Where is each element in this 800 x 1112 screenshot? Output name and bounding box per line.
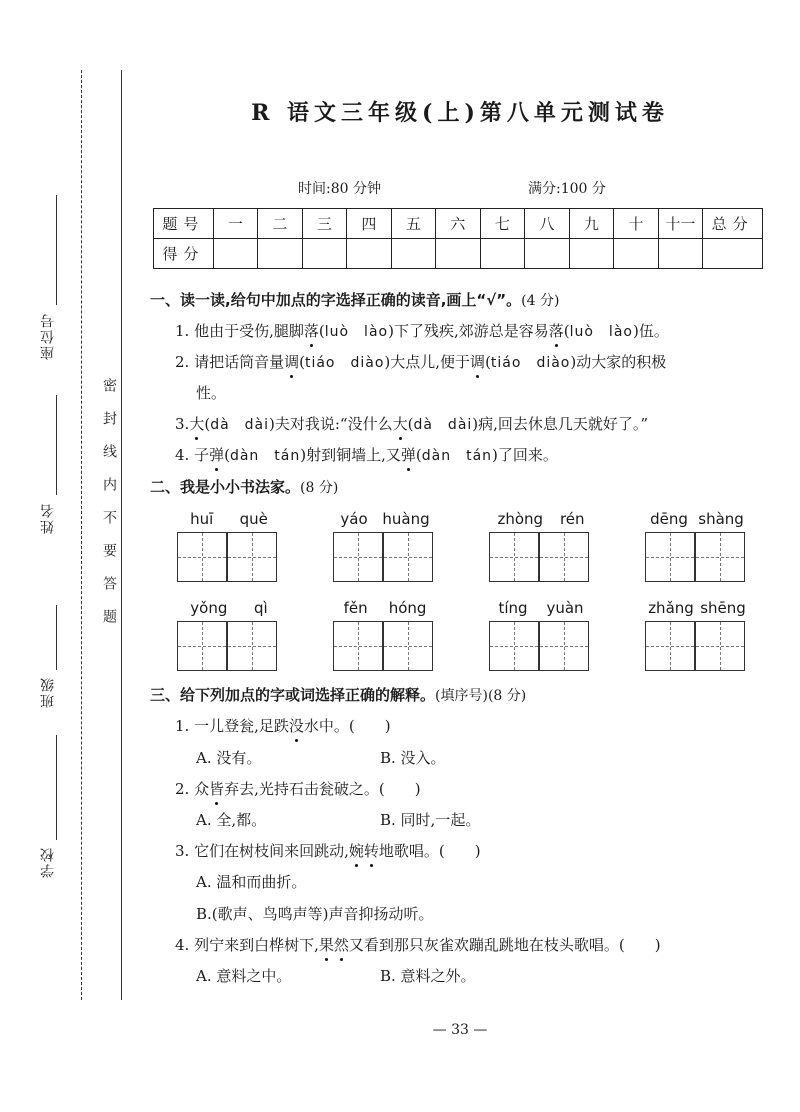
score-header-cell: 十一 <box>658 209 703 239</box>
q-text: 3. 它们在树枝间来回跳动, <box>175 842 349 860</box>
pinyin: qì <box>253 599 268 617</box>
tian-grid-box[interactable] <box>177 532 227 582</box>
q-text: ( <box>563 322 570 340</box>
question-3-1 <box>175 715 391 736</box>
option-3-1-b: B. 没入。 <box>380 749 446 767</box>
q-text: ( <box>415 446 422 464</box>
q-text: 4. 子 <box>175 446 210 464</box>
section-3-title: 三、给下列加点的字或词选择正确的解释。 <box>150 686 436 704</box>
pinyin-choice[interactable]: dà dài <box>413 417 473 433</box>
group-pinyin <box>489 510 593 528</box>
score-cell[interactable] <box>658 239 703 269</box>
score-header-cell: 九 <box>569 209 614 239</box>
tian-grid-box[interactable] <box>383 621 433 671</box>
dotted-char: 调 <box>284 353 300 371</box>
group-pinyin <box>177 510 281 528</box>
q-text: )射到铜墙上,又 <box>300 446 401 464</box>
tian-grid-box[interactable] <box>695 621 745 671</box>
tian-grid-box[interactable] <box>177 621 227 671</box>
q-text: 3. <box>175 415 190 433</box>
q-text: )大点儿,便于 <box>384 353 471 371</box>
score-cell[interactable] <box>391 239 436 269</box>
dotted-char: 落 <box>548 322 564 340</box>
dotted-char: 婉 <box>348 842 364 860</box>
tian-grid-box[interactable] <box>227 621 277 671</box>
score-header-cell: 一 <box>213 209 258 239</box>
score-value-row <box>154 239 763 269</box>
pinyin: shàng <box>698 510 744 528</box>
option-3-4-a: A. 意料之中。 <box>196 967 292 985</box>
q-text[interactable]: 又看到那只灰雀欢蹦乱跳地在枝头歌唱。( ) <box>348 936 661 954</box>
pinyin: tíng <box>498 599 528 617</box>
dotted-char: 弹 <box>400 446 416 464</box>
group-pinyin <box>177 599 281 617</box>
score-header-cell: 十 <box>614 209 659 239</box>
q-text: 1. 他由于受伤,腿脚 <box>175 322 304 340</box>
binding-dashed-line <box>81 70 82 1000</box>
option-3-3-a: A. 温和而曲折。 <box>196 873 307 891</box>
question-1-3 <box>175 413 648 434</box>
group-pinyin <box>645 510 749 528</box>
q-text: ( <box>299 353 305 371</box>
pinyin: zhòng <box>497 510 544 528</box>
tian-grid-box[interactable] <box>695 532 745 582</box>
seat-label: 座位号 <box>40 312 56 360</box>
exam-full-score: 满分:100 分 <box>528 181 606 197</box>
school-field[interactable] <box>56 735 57 840</box>
class-field[interactable] <box>56 605 57 670</box>
pinyin-choice[interactable]: tiáo diào <box>304 355 385 371</box>
pinyin: huī <box>190 510 214 528</box>
score-cell[interactable] <box>347 239 392 269</box>
dotted-char: 调 <box>470 353 486 371</box>
question-1-2-cont: 性。 <box>196 384 227 402</box>
section-3-heading <box>150 684 526 705</box>
pinyin: dēng <box>650 510 688 528</box>
question-1-2 <box>175 351 666 372</box>
score-header-row <box>154 209 763 239</box>
score-cell[interactable] <box>703 239 763 269</box>
option-3-4-b: B. 意料之外。 <box>380 967 476 985</box>
tian-grid-box[interactable] <box>645 621 695 671</box>
pinyin: huàng <box>382 510 430 528</box>
pinyin: zhǎng <box>648 599 694 617</box>
q-text: )动大家的积极 <box>570 353 667 371</box>
option-3-2-b: B. 同时,一起。 <box>380 811 481 829</box>
pinyin-choice[interactable]: dàn tán <box>421 448 493 464</box>
score-cell[interactable] <box>569 239 614 269</box>
score-cell[interactable] <box>480 239 525 269</box>
score-table <box>153 208 763 269</box>
group-pinyin <box>333 599 437 617</box>
section-2-heading <box>150 476 338 497</box>
group-pinyin <box>333 510 437 528</box>
tian-grid-box[interactable] <box>539 532 589 582</box>
pinyin: shēng <box>700 599 746 617</box>
q-text[interactable]: 水中。( ) <box>303 717 391 735</box>
q-text: 1. 一儿登瓮,足跌 <box>175 717 289 735</box>
question-1-1 <box>175 320 669 341</box>
score-header-cell: 题号 <box>154 209 214 239</box>
dotted-char: 然 <box>333 936 349 954</box>
seat-field[interactable] <box>56 195 57 305</box>
q-text: )了回来。 <box>492 446 558 464</box>
question-3-2 <box>175 778 421 799</box>
option-3-3-b: B.(歌声、鸟鸣声等)声音抑扬动听。 <box>196 905 434 923</box>
q-text: 2. 请把话筒音量 <box>175 353 285 371</box>
q-text[interactable]: 弃去,光持石击瓮破之。( ) <box>224 780 421 798</box>
name-label: 姓名 <box>40 502 56 534</box>
option-3-1-a: A. 没有。 <box>196 749 262 767</box>
option-3-2-a: A. 全,都。 <box>196 811 267 829</box>
score-header-cell: 七 <box>480 209 525 239</box>
score-header-cell: 五 <box>391 209 436 239</box>
score-cell[interactable] <box>525 239 570 269</box>
score-header-cell: 三 <box>302 209 347 239</box>
pinyin: hóng <box>388 599 427 617</box>
tian-grid-box[interactable] <box>383 532 433 582</box>
tian-grid-box[interactable] <box>489 532 539 582</box>
dotted-char: 大 <box>392 415 408 433</box>
section-1-title: 一、读一读,给句中加点的字选择正确的读音,画上“√”。 <box>150 291 522 309</box>
score-cell[interactable] <box>302 239 347 269</box>
score-header-cell: 四 <box>347 209 392 239</box>
q-text: )病,回去休息几天就好了。” <box>472 415 649 433</box>
seal-warning: 密封线内不要答题 <box>101 378 117 642</box>
dotted-char: 没 <box>288 717 304 735</box>
q-text: )伍。 <box>632 322 669 340</box>
section-1-heading <box>150 289 559 310</box>
dotted-char: 弹 <box>209 446 225 464</box>
pinyin-choice[interactable]: luò lào <box>324 324 389 340</box>
school-label: 学校 <box>40 846 56 878</box>
group-pinyin <box>489 599 593 617</box>
tian-grid-box[interactable] <box>333 621 383 671</box>
score-header-cell: 六 <box>436 209 481 239</box>
q-text: )夫对我说:“没什么 <box>269 415 393 433</box>
section-2-points: (8 分) <box>300 480 339 496</box>
tian-grid-box[interactable] <box>645 532 695 582</box>
score-header-cell: 总分 <box>703 209 763 239</box>
question-3-3 <box>175 840 481 861</box>
section-3-points: (填序号)(8 分) <box>435 688 527 704</box>
exam-title: R 语文三年级(上)第八单元测试卷 <box>251 100 669 126</box>
pinyin: yuàn <box>546 599 584 617</box>
dotted-char: 大 <box>189 415 205 433</box>
q-text: )下了残疾,郊游总是容易 <box>388 322 549 340</box>
question-1-4 <box>175 444 558 465</box>
tian-grid-box[interactable] <box>333 532 383 582</box>
q-text: ( <box>204 415 211 433</box>
score-cell[interactable] <box>258 239 303 269</box>
pinyin-choice[interactable]: dàn tán <box>229 448 301 464</box>
pinyin: yǒng <box>190 599 228 617</box>
dotted-char: 落 <box>303 322 319 340</box>
pinyin: yáo <box>340 510 368 528</box>
question-3-4 <box>175 934 661 955</box>
page-number: — 33 — <box>432 1022 488 1038</box>
group-pinyin <box>645 599 749 617</box>
pinyin-choice[interactable]: dà dài <box>210 417 270 433</box>
tian-grid-box[interactable] <box>539 621 589 671</box>
score-header-cell: 八 <box>525 209 570 239</box>
section-1-points: (4 分) <box>521 293 560 309</box>
score-row-label: 得分 <box>154 239 214 269</box>
q-text: ( <box>407 415 414 433</box>
q-text: ( <box>318 322 325 340</box>
section-2-title: 二、我是小小书法家。 <box>150 478 301 496</box>
pinyin: què <box>239 510 268 528</box>
tian-grid-box[interactable] <box>489 621 539 671</box>
class-label: 班级 <box>40 676 56 708</box>
pinyin-choice[interactable]: tiáo diào <box>490 355 571 371</box>
binding-solid-line <box>121 70 122 1000</box>
pinyin: rén <box>559 510 585 528</box>
q-text: ( <box>485 353 491 371</box>
name-field[interactable] <box>56 395 57 495</box>
dotted-char: 果 <box>318 936 334 954</box>
exam-time: 时间:80 分钟 <box>298 181 381 197</box>
q-text[interactable]: 地歌唱。( ) <box>378 842 481 860</box>
pinyin-choice[interactable]: luò lào <box>569 324 633 340</box>
dotted-char: 转 <box>363 842 379 860</box>
score-header-cell: 二 <box>258 209 303 239</box>
q-text: ( <box>224 446 230 464</box>
pinyin: fěn <box>343 599 368 617</box>
score-cell[interactable] <box>614 239 659 269</box>
score-cell[interactable] <box>436 239 481 269</box>
q-text: 2. 众 <box>175 780 210 798</box>
tian-grid-box[interactable] <box>227 532 277 582</box>
q-text: 4. 列宁来到白桦树下, <box>175 936 319 954</box>
score-cell[interactable] <box>213 239 258 269</box>
dotted-char: 皆 <box>209 780 225 798</box>
